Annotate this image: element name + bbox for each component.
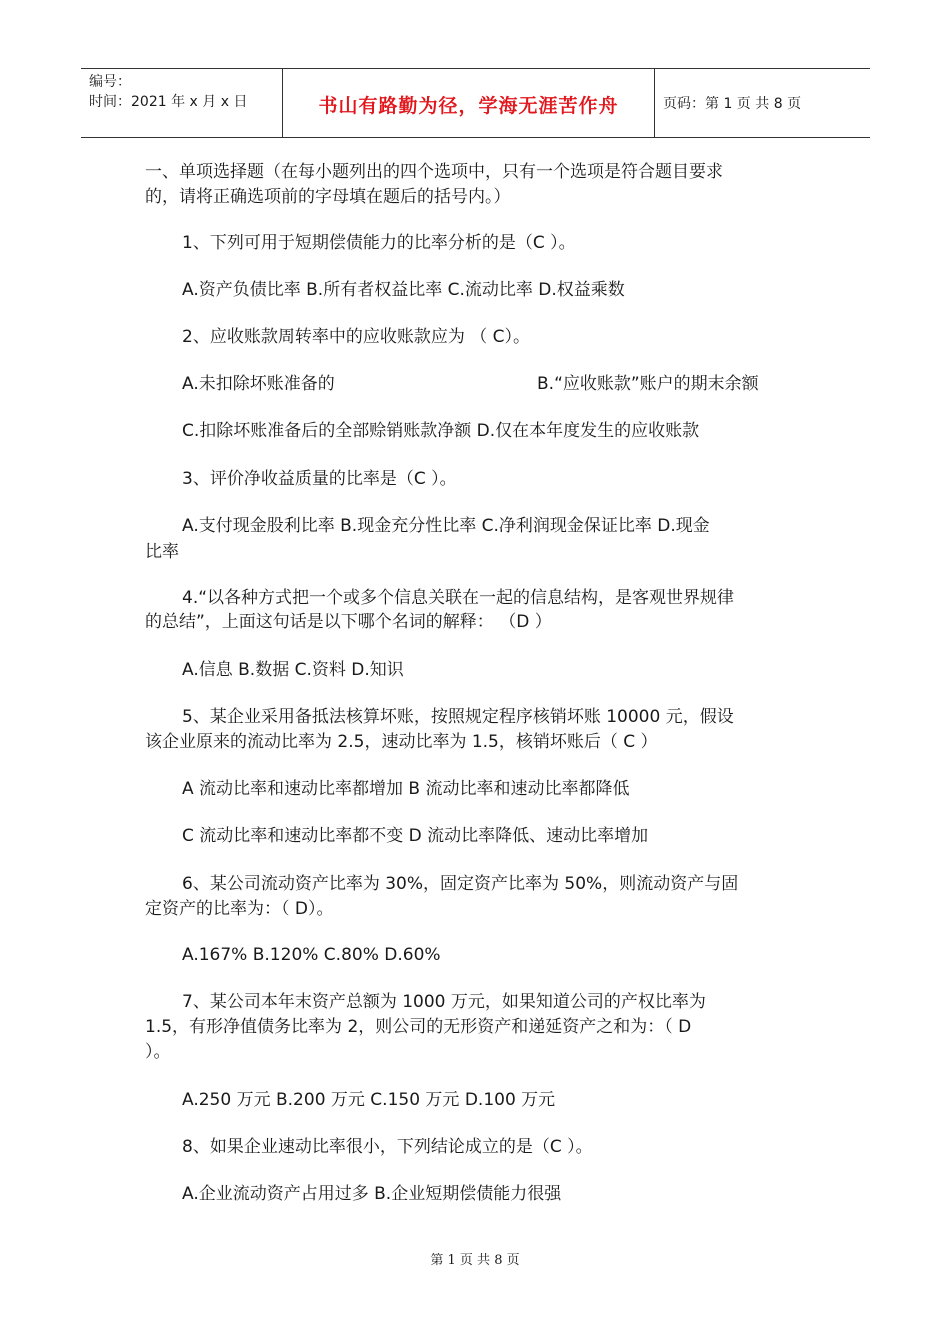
header-divider [654,69,655,137]
header-meta [89,72,247,112]
text-line: C.扣除坏账准备后的全部赊销账款净额 D.仅在本年度发生的应收账款 [182,421,700,441]
text-line: 3、评价净收益质量的比率是（C ）。 [182,469,457,489]
text-line: A.未扣除坏账准备的 [182,374,335,394]
header-page-label: 页码：第 1 页 共 8 页 [663,96,802,112]
text-line: 7、某公司本年末资产总额为 1000 万元，如果知道公司的产权比率为 [182,992,706,1012]
text-line: A.167% B.120% C.80% D.60% [182,945,441,965]
text-line: 8、如果企业速动比率很小，下列结论成立的是（C ）。 [182,1137,593,1157]
text-line: ）。 [145,1042,171,1062]
header-motto: 书山有路勤为径，学海无涯苦作舟 [318,95,619,117]
text-line: 的，请将正确选项前的字母填在题后的括号内。） [145,187,511,207]
text-line: 的总结”，上面这句话是以下哪个名词的解释： （D ） [145,612,552,632]
text-line: 4.“以各种方式把一个或多个信息关联在一起的信息结构，是客观世界规律 [182,588,735,608]
text-line: 1、下列可用于短期偿债能力的比率分析的是（C ）。 [182,233,576,253]
text-line: 比率 [145,542,179,562]
text-line: A.支付现金股利比率 B.现金充分性比率 C.净利润现金保证比率 D.现金 [182,516,710,536]
text-line: 该企业原来的流动比率为 2.5，速动比率为 1.5，核销坏账后（ C ） [145,732,658,752]
number-label: 编号： [89,74,131,90]
text-line: 1.5，有形净值债务比率为 2，则公司的无形资产和递延资产之和为：（ D [145,1017,692,1037]
text-line: A.资产负债比率 B.所有者权益比率 C.流动比率 D.权益乘数 [182,280,625,300]
text-line: A.企业流动资产占用过多 B.企业短期偿债能力很强 [182,1184,562,1204]
text-line: A.250 万元 B.200 万元 C.150 万元 D.100 万元 [182,1090,556,1110]
header-table [81,68,870,138]
time-label: 时间：2021 年 x 月 x 日 [89,94,248,110]
text-line: A.信息 B.数据 C.资料 D.知识 [182,660,404,680]
text-line: 一、单项选择题（在每小题列出的四个选项中，只有一个选项是符合题目要求 [145,162,723,182]
text-line: 2、应收账款周转率中的应收账款应为 （ C）。 [182,327,530,347]
page-footer: 第 1 页 共 8 页 [430,1253,520,1268]
text-line: 6、某公司流动资产比率为 30%，固定资产比率为 50%，则流动资产与固 [182,874,739,894]
text-line: C 流动比率和速动比率都不变 D 流动比率降低、速动比率增加 [182,826,649,846]
text-line: 5、某企业采用备抵法核算坏账，按照规定程序核销坏账 10000 元，假设 [182,707,734,727]
text-line: B.“应收账款”账户的期末余额 [537,374,759,394]
text-line: A 流动比率和速动比率都增加 B 流动比率和速动比率都降低 [182,779,630,799]
text-line: 定资产的比率为：（ D）。 [145,899,334,919]
